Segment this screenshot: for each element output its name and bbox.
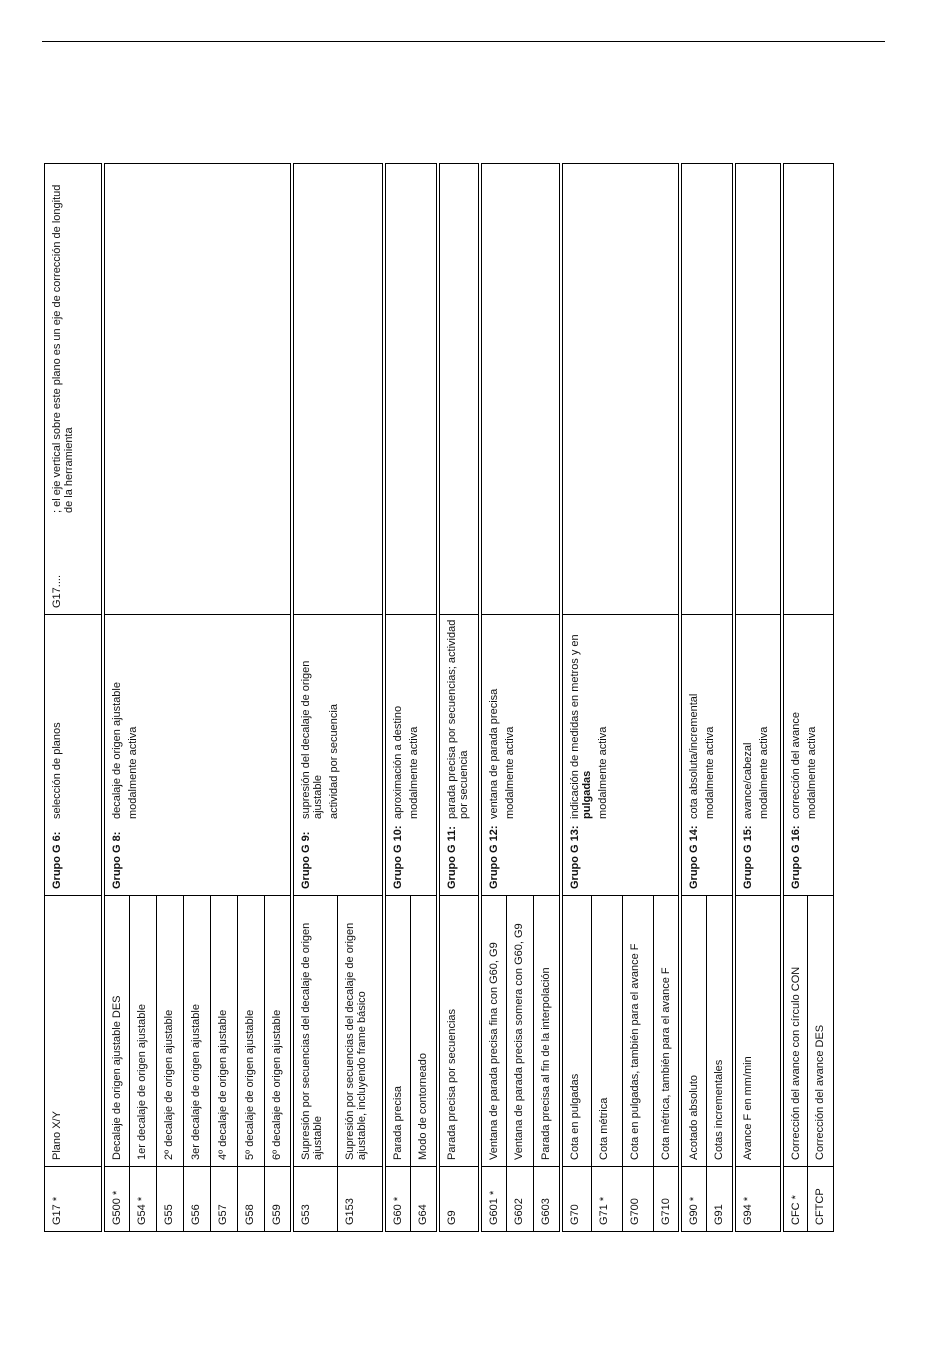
group-desc-line: indicación de medidas en metros y en xyxy=(568,634,581,819)
extra-empty xyxy=(561,164,680,615)
code-cell: G90 * xyxy=(680,1167,707,1232)
group-desc-bold: pulgadas xyxy=(580,770,593,819)
group-desc-line: supresión del decalaje de origen ajustable xyxy=(299,660,324,819)
group-desc-line: cota absoluta/incremental xyxy=(687,693,700,819)
code-cell: G58 xyxy=(238,1167,265,1232)
desc-cell: Modo de contorneado xyxy=(411,896,438,1167)
desc-cell: Parada precisa por secuencias xyxy=(438,896,480,1167)
code-cell: G54 * xyxy=(130,1167,157,1232)
code-cell: G601 * xyxy=(480,1167,507,1232)
code-cell: G17 * xyxy=(45,1167,103,1232)
group-desc-line: modalmente activa xyxy=(703,726,716,819)
group-label: Grupo G 6: xyxy=(45,825,103,896)
group-desc-line: modalmente activa xyxy=(596,726,609,819)
code-cell: CFC * xyxy=(782,1167,808,1232)
group-desc xyxy=(45,615,103,826)
extra-empty xyxy=(680,164,734,615)
group-desc-line: ventana de parada precisa xyxy=(487,688,500,819)
group-label: Grupo G 13: xyxy=(561,825,680,896)
group-desc-line: decalaje de origen ajustable xyxy=(110,682,123,819)
desc-cell: Supresión por secuencias del decalaje de origen ajustable, incluyendo frame básico xyxy=(338,896,384,1167)
group-label: Grupo G 9: xyxy=(292,825,384,896)
desc-cell: Cota métrica xyxy=(592,896,623,1167)
extra-note xyxy=(45,164,103,615)
group-desc-line: parada precisa por secuencias; actividad por secuencia xyxy=(445,619,470,819)
extra-empty xyxy=(782,164,834,615)
group-desc-line: modalmente activa xyxy=(805,726,818,819)
extra-empty xyxy=(384,164,438,615)
group-desc-line: modalmente activa xyxy=(757,726,770,819)
code-cell: G153 xyxy=(338,1167,384,1232)
desc-cell: Parada precisa al fin de la interpolación xyxy=(534,896,561,1167)
group-desc xyxy=(680,615,734,826)
extra-empty xyxy=(734,164,782,615)
extra-empty xyxy=(103,164,292,615)
desc-cell: Cota métrica, también para el avance F xyxy=(654,896,680,1167)
code-cell: G603 xyxy=(534,1167,561,1232)
group-desc-line: corrección del avance xyxy=(789,711,802,819)
group-desc xyxy=(438,615,480,826)
group-label: Grupo G 12: xyxy=(480,825,561,896)
desc-cell: Cota en pulgadas xyxy=(561,896,592,1167)
group-desc xyxy=(561,615,680,826)
group-desc-line: modalmente activa xyxy=(407,726,420,819)
desc-cell: Decalaje de origen ajustable DES xyxy=(103,896,130,1167)
code-cell: G9 xyxy=(438,1167,480,1232)
group-desc xyxy=(292,615,384,826)
code-cell: G70 xyxy=(561,1167,592,1232)
group-label: Grupo G 11: xyxy=(438,825,480,896)
page-header-rule xyxy=(42,41,885,42)
code-cell: G700 xyxy=(623,1167,654,1232)
desc-cell: Corrección del avance DES xyxy=(808,896,834,1167)
group-desc xyxy=(480,615,561,826)
extra-note-text: ; el eje vertical sobre este plano es un eje de corrección de longitud de la herramienta xyxy=(51,184,75,513)
code-cell: G57 xyxy=(211,1167,238,1232)
desc-cell: Corrección del avance con círculo CON xyxy=(782,896,808,1167)
code-cell: CFTCP xyxy=(808,1167,834,1232)
extra-empty xyxy=(292,164,384,615)
group-label: Grupo G 14: xyxy=(680,825,734,896)
group-desc-line: selección de planos xyxy=(51,722,63,819)
g-code-table xyxy=(44,163,834,1232)
desc-cell: 3er decalaje de origen ajustable xyxy=(184,896,211,1167)
code-cell: G602 xyxy=(507,1167,534,1232)
desc-cell: Acotado absoluto xyxy=(680,896,707,1167)
rotated-table-wrapper xyxy=(44,115,849,1232)
code-cell: G500 * xyxy=(103,1167,130,1232)
desc-cell: 1er decalaje de origen ajustable xyxy=(130,896,157,1167)
group-label: Grupo G 8: xyxy=(103,825,292,896)
group-desc xyxy=(782,615,834,826)
group-desc-line: modalmente activa xyxy=(126,726,139,819)
group-desc-line: avance/cabezal xyxy=(741,742,754,819)
group-label: Grupo G 15: xyxy=(734,825,782,896)
code-cell: G91 xyxy=(707,1167,734,1232)
code-cell: G59 xyxy=(265,1167,292,1232)
extra-empty xyxy=(438,164,480,615)
desc-cell: Avance F en mm/min xyxy=(734,896,782,1167)
code-cell: G71 * xyxy=(592,1167,623,1232)
desc-cell: Ventana de parada precisa fina con G60, G9 xyxy=(480,896,507,1167)
group-desc xyxy=(103,615,292,826)
code-cell: G53 xyxy=(292,1167,338,1232)
group-desc-line: actividad por secuencia xyxy=(327,704,340,819)
desc-cell: 4º decalaje de origen ajustable xyxy=(211,896,238,1167)
extra-empty xyxy=(480,164,561,615)
desc-cell: Supresión por secuencias del decalaje de origen ajustable xyxy=(292,896,338,1167)
group-desc xyxy=(384,615,438,826)
desc-cell: 2º decalaje de origen ajustable xyxy=(157,896,184,1167)
group-label: Grupo G 16: xyxy=(782,825,834,896)
desc-cell: 6º decalaje de origen ajustable xyxy=(265,896,292,1167)
extra-code: G17.... xyxy=(51,574,63,608)
group-desc-line: modalmente activa xyxy=(503,726,516,819)
desc-cell: Ventana de parada precisa somera con G60, G9 xyxy=(507,896,534,1167)
desc-cell: Cota en pulgadas, también para el avance F xyxy=(623,896,654,1167)
desc-cell: Plano X/Y xyxy=(45,896,103,1167)
code-cell: G56 xyxy=(184,1167,211,1232)
code-cell: G64 xyxy=(411,1167,438,1232)
group-label: Grupo G 10: xyxy=(384,825,438,896)
code-cell: G94 * xyxy=(734,1167,782,1232)
group-desc-line: aproximación a destino xyxy=(391,705,404,819)
code-cell: G60 * xyxy=(384,1167,411,1232)
group-desc xyxy=(734,615,782,826)
desc-cell: Parada precisa xyxy=(384,896,411,1167)
desc-cell: Cotas incrementales xyxy=(707,896,734,1167)
code-cell: G710 xyxy=(654,1167,680,1232)
code-cell: G55 xyxy=(157,1167,184,1232)
desc-cell: 5º decalaje de origen ajustable xyxy=(238,896,265,1167)
